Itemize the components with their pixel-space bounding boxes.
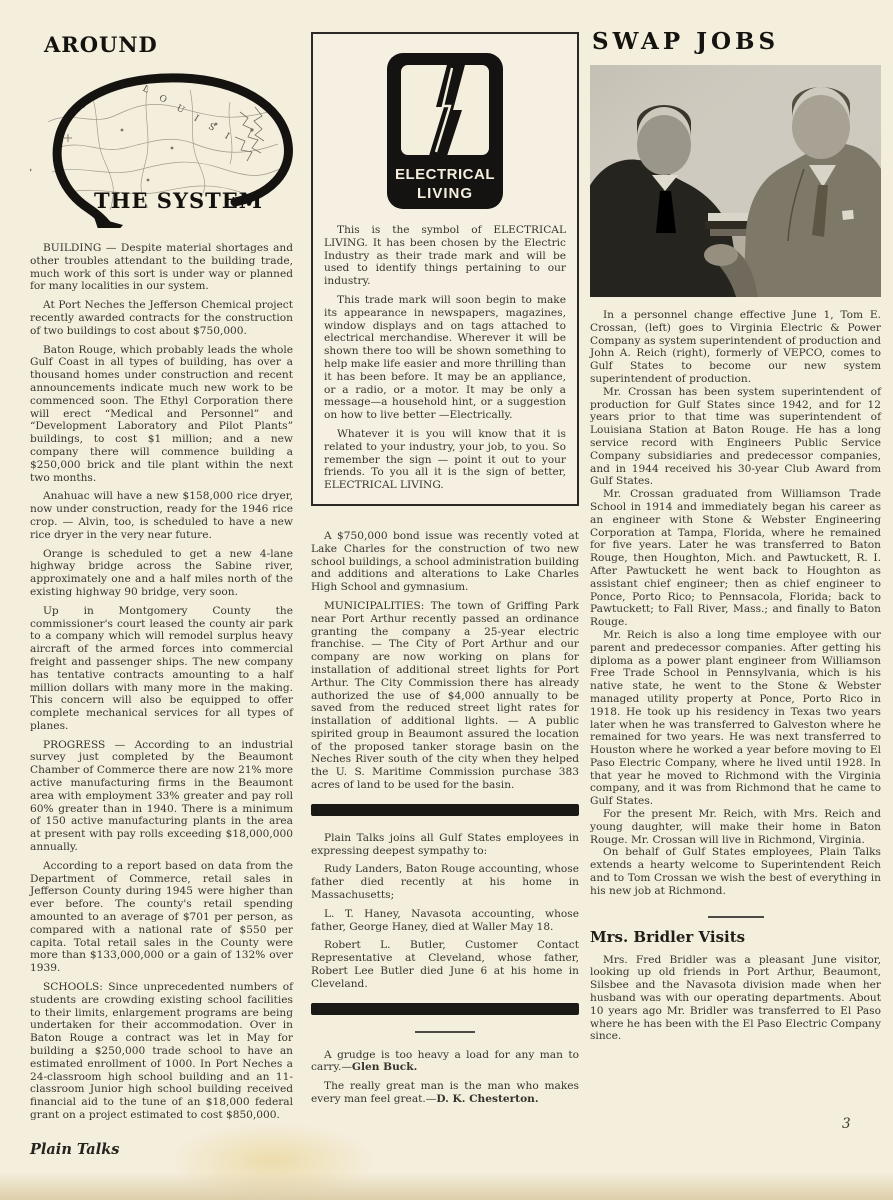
- article-paragraph: Mr. Reich is also a long time employee with our parent and predecessor companies. After getting his diploma as a power plant engineer from Williamson Free Trade School in Pennsylvania, which is his native state, he went to the Stone & Webster managed utility property at Ponce, Porto Rico in 1918. He took up his residency in Texas two years later when he was transferred to Galveston where he remained for two years. He was next transferred to Houston where he worked a year before moving to El Paso Electric Company, where he lived until 1928. In that year he moved to Richmond with the Virginia company, and it was from Richmond that he came to Gulf States.: [590, 628, 881, 808]
- sympathy-entry: L. T. Haney, Navasota accounting, whose father, George Haney, died at Waller May 18.: [311, 907, 579, 933]
- sympathy-entry: Robert L. Butler, Customer Contact Representative at Cleveland, whose father, Robert Lee Butler died June 6 at his home in Cleveland.: [311, 939, 579, 990]
- article-paragraph: Anahuac will have a new $158,000 rice dryer, now under construction, ready for the 1946 rice crop. — Alvin, too, is scheduled to have a new rice dryer in the very near future.: [30, 490, 293, 541]
- article-paragraph: In a personnel change effective June 1, Tom E. Crossan, (left) goes to Virginia Electric & Power Company as system superintendent of production and John A. Reich (right), formerly of VEPCO, comes to Gulf States to become our new system superintendent of production.: [590, 309, 881, 385]
- electrical-living-box: [311, 32, 579, 506]
- quote: [311, 1080, 579, 1106]
- sympathy-entry: Rudy Landers, Baton Rouge accounting, whose father died recently at his home in Massachusetts;: [311, 863, 579, 902]
- quote-author: Glen Buck.: [351, 1061, 418, 1074]
- bridler-paragraph: Mrs. Fred Bridler was a pleasant June visitor, looking up old friends in Port Arthur, Beaumont, Silsbee and the Navasota division made when her husband was with our operating departments. About 10 years ago Mr. Bridler was transferred to El Paso where he has been with the El Paso Electric Company since.: [590, 953, 881, 1043]
- box-paragraph: Whatever it is you will know that it is related to your industry, your job, to you. So remember the sign — point it out to your friends. To you all it is the sign of better, ELECTRICAL LIVING.: [324, 427, 566, 492]
- swap-jobs-title: SWAP JOBS: [592, 28, 780, 55]
- box-paragraph: This is the symbol of ELECTRICAL LIVING. It has been chosen by the Electric Industry as their trade mark and will be used to identify things pertaining to our industry.: [324, 224, 566, 288]
- thin-rule: [415, 1031, 475, 1033]
- swap-jobs-photo: [590, 65, 881, 297]
- footer-magazine-name: Plain Talks: [30, 1141, 120, 1158]
- article-paragraph: At Port Neches the Jefferson Chemical project recently awarded contracts for the construction of two buildings to cost about $750,000.: [30, 299, 293, 337]
- municipalities-paragraph: MUNICIPALITIES: The town of Griffing Park near Port Arthur recently passed an ordinance granting the company a 25-year electric franchise. — The City of Port Arthur and our company are now working on plans for installation of additional street lights for Port Arthur. The City Commission there has already authorized the use of $4,000 annually to be saved from the reduced street light rates for installation of additional lights. — A public spirited group in Beaumont assured the location of the proposed tanker storage basin on the Neches River south of the city when they helped the U. S. Maritime Commission purchase 383 acres of land to be used for the basin.: [311, 599, 579, 792]
- paper-stain: [168, 1122, 378, 1200]
- article-paragraph: Mr. Crossan has been system superintendent of production for Gulf States since 1942, and for 12 years prior to that time was superintendent of Louisiana Station at Baton Rouge. He has a long service record with Engineers Public Service Company subsidiaries and predecessor companies, and in 1944 received his 30-year Club Award from Gulf States.: [590, 385, 881, 488]
- bond-issue-paragraph: A $750,000 bond issue was recently voted at Lake Charles for the construction of two new school buildings, a school administration building and additions and alterations to Lake Charles High School and gymnasium.: [311, 529, 579, 594]
- masthead-word-the-system: THE SYSTEM: [94, 188, 263, 213]
- quote-text: A grudge is too heavy a load for any man to carry.—: [311, 1048, 579, 1074]
- article-paragraph-schools: SCHOOLS: Since unprecedented numbers of students are crowding existing school facilities to their limits, enlargement programs are being undertaken for their accommodation. Over in Baton Rouge a contract was let in May for building a $250,000 trade school to have an estimated enrollment of 1000. In Port Neches a 24-classroom high school building and an 11-classroom Junior high school building received financial aid to the tune of an $18,000 federal grant on a project estimated to cost $850,000.: [30, 981, 293, 1121]
- loop-arrowhead: [94, 217, 123, 228]
- article-paragraph: On behalf of Gulf States employees, Plain Talks extends a hearty welcome to Superintendent Reich and to Tom Crossan we wish the best of everything in his new job at Richmond.: [590, 846, 881, 897]
- right-column: [590, 28, 881, 1049]
- article-paragraph-building: BUILDING — Despite material shortages and other troubles attendant to the building trade, much work of this sort is under way or planned for many localities in our system.: [30, 242, 293, 293]
- masthead-word-around: AROUND: [44, 32, 158, 57]
- divider-bar: [311, 804, 579, 816]
- bridler-visits-heading: Mrs. Bridler Visits: [590, 927, 746, 946]
- electrical-living-logo: [386, 52, 504, 210]
- sympathy-intro: Plain Talks joins all Gulf States employees in expressing deepest sympathy to:: [311, 831, 579, 857]
- middle-column: [311, 32, 579, 1112]
- article-paragraph: Up in Montgomery County the commissioner's court leased the county air park to a company which will remodel surplus heavy aircraft of the armed forces into commercial freight and passenger ships. The new company has tentative contracts amounting to a half million dollars with many more in the making. This concern will also be equipped to offer complete mechanical services for all types of planes.: [30, 604, 293, 732]
- box-paragraph: This trade mark will soon begin to make its appearance in newspapers, magazines, window displays and on tags attached to electrical merchandise. Wherever it will be shown there too will be shown something to help make life easier and more thrilling than it has been before. It may be an appliance, or a radio, or a motor. It may be only a message—a household hint, or a suggestion on how to live better —Electrically.: [324, 293, 566, 422]
- map-label-louisiana: L O U I S I: [140, 83, 236, 145]
- page-number: 3: [842, 1116, 851, 1132]
- divider-bar: [311, 1003, 579, 1015]
- article-paragraph: For the present Mr. Reich, with Mrs. Reich and young daughter, will make their home in Baton Rouge. Mr. Crossan will live in Richmond, Virginia.: [590, 808, 881, 846]
- logo-text-living: LIVING: [416, 185, 474, 202]
- thin-rule: [708, 916, 764, 918]
- quote-author: D. K. Chesterton.: [436, 1093, 539, 1106]
- article-paragraph: Baton Rouge, which probably leads the whole Gulf Coast in all types of building, has over a thousand homes under construction and recent announcements indicate much new work to be commenced soon. The Ethyl Corporation there will erect “Medical and Personnel” and “Development Laboratory and Pilot Plants” buildings, to cost $1 million; and a new company there will commence building a $250,000 brick and tile plant within the next two months.: [30, 343, 293, 484]
- logo-text-electrical: ELECTRICAL: [395, 166, 495, 183]
- left-column: [30, 32, 293, 1128]
- quote: [311, 1049, 579, 1075]
- article-paragraph-progress: PROGRESS — According to an industrial survey just completed by the Beaumont Chamber of Commerce there are now 21% more active manufacturing firms in the Beaumont area with employment 33% greater and pay roll 60% greater than in 1940. There is a minimum of 150 active manufacturing plants in the area at present with pay rolls exceeding $18,000,000 annually.: [30, 738, 293, 854]
- around-the-system-masthead: [30, 32, 293, 228]
- article-paragraph: Orange is scheduled to get a new 4-lane highway bridge across the Sabine river, approximately one and a half miles north of the existing highway 90 bridge, very soon.: [30, 547, 293, 598]
- quote-text: The really great man is the man who makes every man feel great.—: [311, 1080, 579, 1106]
- article-paragraph: According to a report based on data from the Department of Commerce, retail sales in Jefferson County during 1945 were higher than ever before. The county's retail spending amounted to an average of $701 per person, as compared with a national rate of $550 per capita. Total retail sales in the County were more than $133,000,000 or a gain of 132% over 1939.: [30, 859, 293, 975]
- article-paragraph: Mr. Crossan graduated from Williamson Trade School in 1914 and immediately began his career as an engineer with Stone & Webster Engineering Corporation at Tampa, Florida, where he remained for five years. Later he was transferred to Baton Rouge, then Houghton, Mich. and Pawtuckett, R. I. After Pawtuckett he went back to Houghton as assistant chief engineer; then as chief engineer to Ponce, Porto Rico; to Pennsacola, Florida; back to Pawtuckett; to Fall River, Mass.; and finally to Baton Rouge.: [590, 488, 881, 629]
